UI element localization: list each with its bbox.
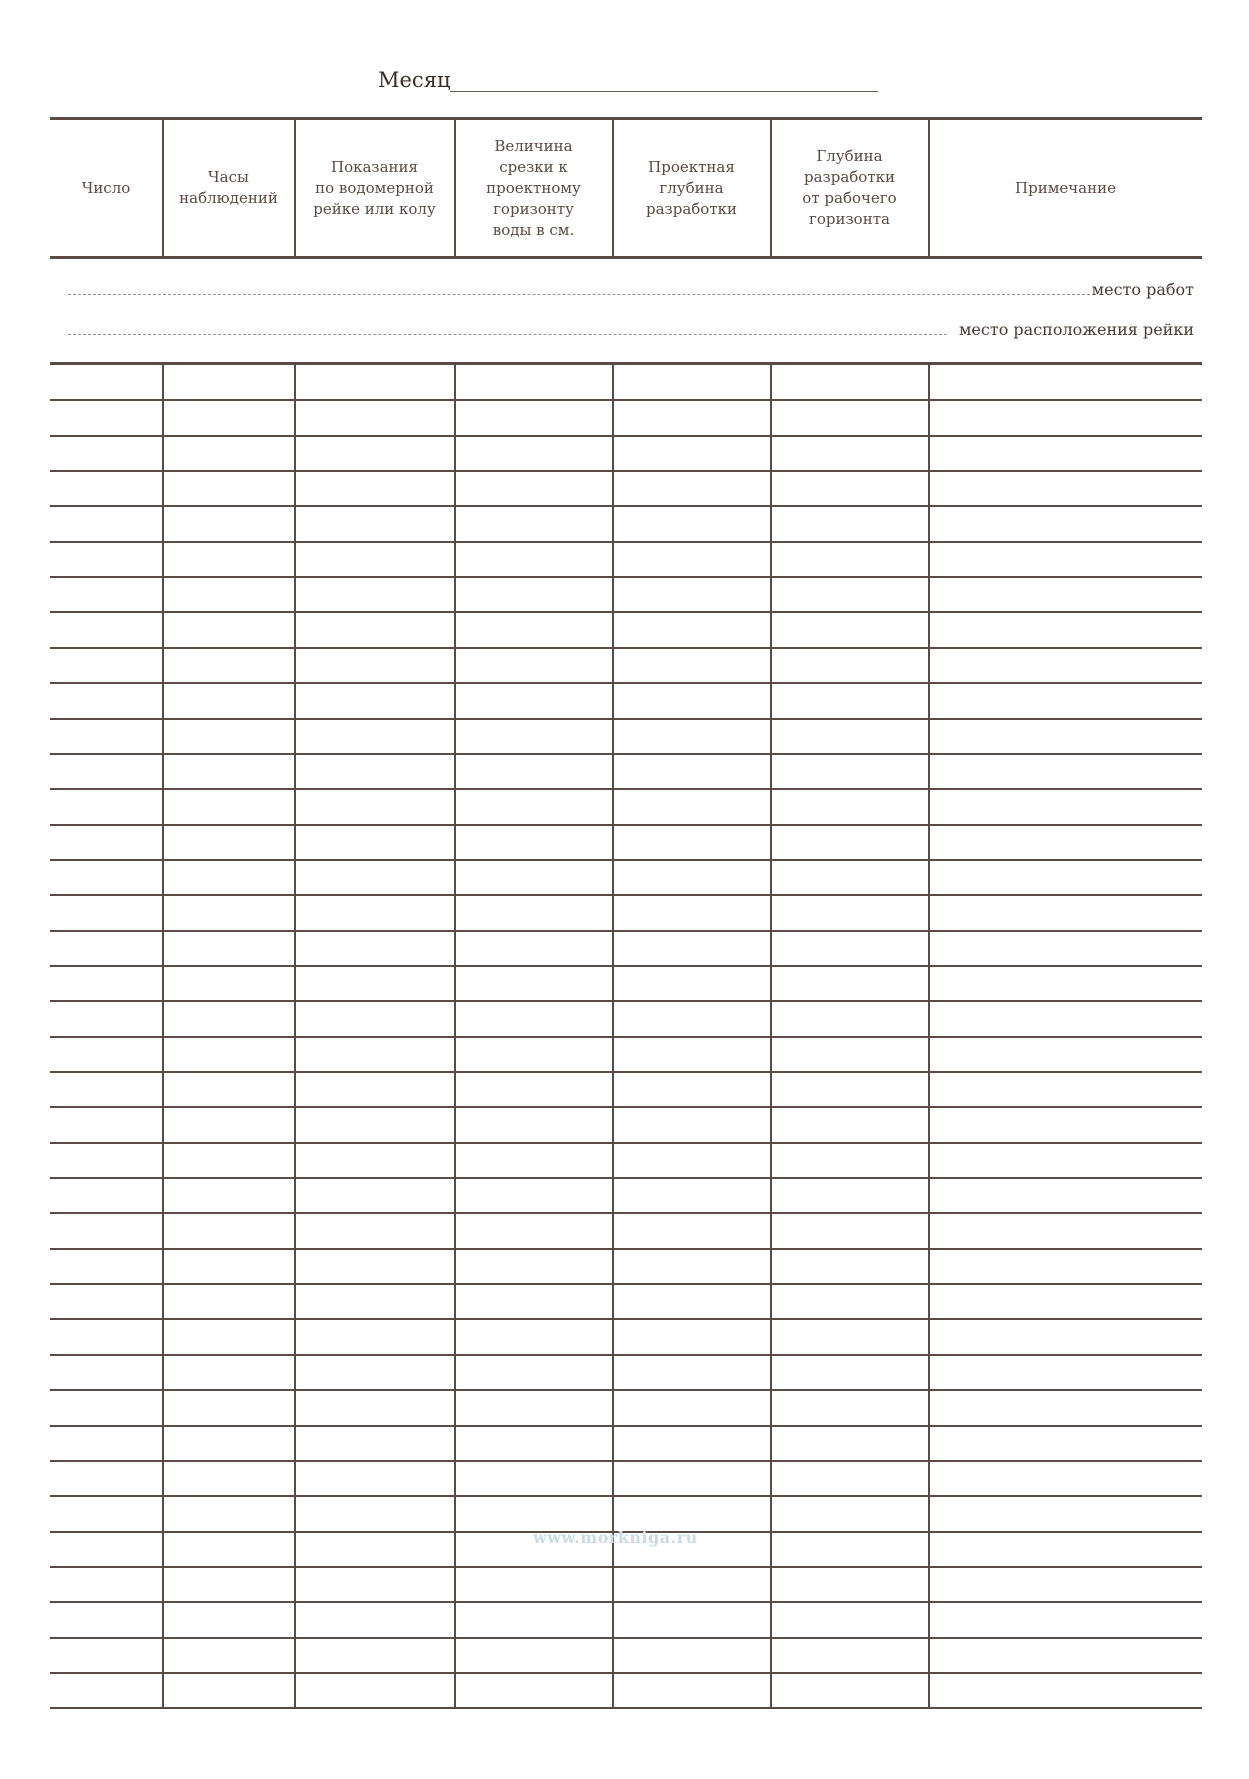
table-row-line: [50, 1106, 1202, 1108]
table-row-line: [50, 965, 1202, 967]
column-header-working-depth: Глубина разработки от рабочего горизонта: [802, 147, 897, 228]
table-row-line: [50, 505, 1202, 507]
table-row-line: [50, 894, 1202, 896]
header-divider: [162, 120, 164, 256]
table-row-line: [50, 1318, 1202, 1320]
table-row-line: [50, 647, 1202, 649]
header-divider: [454, 120, 456, 256]
table-body: [50, 362, 1202, 1709]
table-row-line: [50, 718, 1202, 720]
work-place-blank-line[interactable]: [68, 294, 1090, 295]
table-row-line: [50, 1707, 1202, 1709]
table-row-line: [50, 541, 1202, 543]
table-row-line: [50, 435, 1202, 437]
header-divider: [928, 120, 930, 256]
table-row-line: [50, 1248, 1202, 1250]
table-row-line: [50, 1071, 1202, 1073]
table-row-line: [50, 1283, 1202, 1285]
table-row-line: [50, 1637, 1202, 1639]
table-row-line: [50, 930, 1202, 932]
table-row-line: [50, 1495, 1202, 1497]
month-blank-line[interactable]: [450, 91, 878, 92]
table-row-line: [50, 1036, 1202, 1038]
header-divider: [612, 120, 614, 256]
month-label: Месяц: [378, 68, 451, 92]
table-row-line: [50, 470, 1202, 472]
column-header-gauge-readings: Показания по водомерной рейке или колу: [313, 157, 436, 218]
table-row-line: [50, 1000, 1202, 1002]
table-row-line: [50, 1389, 1202, 1391]
table-row-line: [50, 611, 1202, 613]
header-divider: [294, 120, 296, 256]
table-row-line: [50, 824, 1202, 826]
month-field: [378, 66, 878, 96]
observation-table: [50, 117, 1202, 1709]
table-row-line: [50, 788, 1202, 790]
table-row-line: [50, 399, 1202, 401]
table-row-line: [50, 1142, 1202, 1144]
staff-place-row: [68, 314, 1194, 342]
table-row-line: [50, 1177, 1202, 1179]
table-row-line: [50, 1672, 1202, 1674]
watermark-text: www.morkniga.ru: [533, 1528, 698, 1547]
staff-place-blank-line[interactable]: [68, 334, 947, 335]
table-row-line: [50, 1460, 1202, 1462]
table-row-line: [50, 682, 1202, 684]
work-place-label: место работ: [1091, 280, 1194, 299]
table-row-line: [50, 1601, 1202, 1603]
place-section: [50, 259, 1202, 362]
staff-place-label: место расположения рейки: [958, 320, 1194, 339]
table-row-line: [50, 1212, 1202, 1214]
column-header-observation-hours: Часы наблюдений: [179, 168, 278, 207]
table-row-line: [50, 1425, 1202, 1427]
table-row-line: [50, 576, 1202, 578]
column-header-notes: Примечание: [1015, 178, 1116, 197]
table-row-line: [50, 1566, 1202, 1568]
column-header-cut-value: Величина срезки к проектному горизонту воды в см.: [486, 136, 581, 239]
header-divider: [770, 120, 772, 256]
table-row-line: [50, 1354, 1202, 1356]
column-header-date: Число: [81, 178, 131, 197]
table-row-line: [50, 859, 1202, 861]
column-header-design-depth: Проектная глубина разработки: [645, 157, 737, 218]
work-place-row: [68, 274, 1194, 302]
table-row-line: [50, 753, 1202, 755]
table-header: [50, 117, 1202, 259]
